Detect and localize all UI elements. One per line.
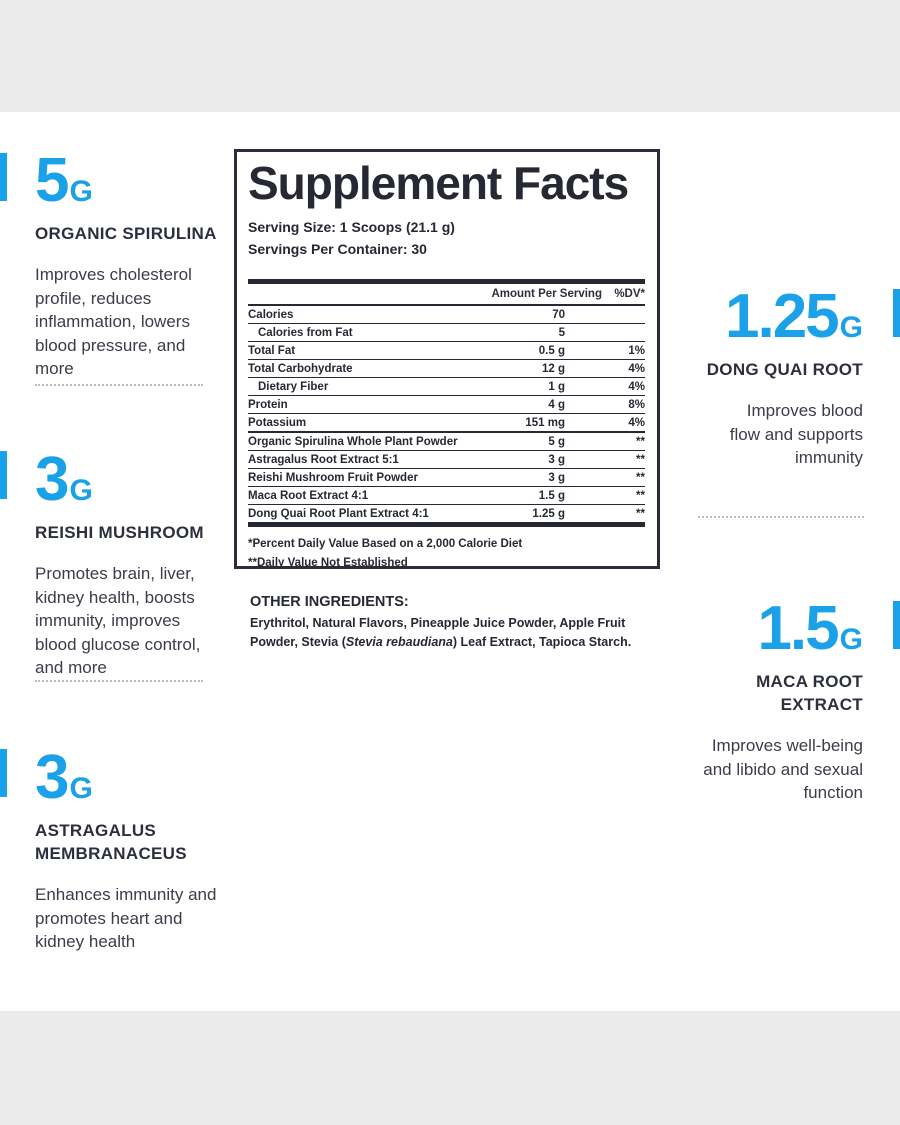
facts-row-amount: 5 bbox=[558, 326, 565, 339]
nutrient-rows bbox=[248, 306, 645, 433]
facts-row bbox=[248, 487, 645, 505]
facts-row-amount: 1.25 g bbox=[532, 507, 565, 520]
servings-per-container: Servings Per Container: 30 bbox=[248, 241, 427, 257]
benefit-astragalus bbox=[35, 743, 225, 954]
accent-bar bbox=[0, 153, 7, 201]
benefit-description: Improves cholesterol profile, reduces inflammation, lowers blood pressure, and more bbox=[35, 265, 192, 378]
facts-row bbox=[248, 469, 645, 487]
benefit-description: Promotes brain, liver, kidney health, boosts immunity, improves blood glucose control, and more bbox=[35, 564, 201, 677]
serving-info bbox=[248, 216, 645, 260]
facts-row-amount: 5 g bbox=[548, 435, 565, 448]
facts-row bbox=[248, 396, 645, 414]
facts-row bbox=[248, 324, 645, 342]
facts-row-dv: 4% bbox=[628, 362, 645, 375]
facts-row bbox=[248, 433, 645, 451]
facts-row-dv: ** bbox=[636, 507, 645, 520]
facts-row-name: Reishi Mushroom Fruit Powder bbox=[248, 471, 418, 484]
facts-row-dv: 1% bbox=[628, 344, 645, 357]
facts-row bbox=[248, 342, 645, 360]
other-ingredients-text: Erythritol, Natural Flavors, Pineapple Juice Powder, Apple Fruit Powder, Stevia (Stevia rebaudiana) Leaf Extract, Tapioca Starch. bbox=[250, 616, 632, 649]
supplement-facts-label bbox=[234, 149, 660, 569]
facts-row bbox=[248, 378, 645, 396]
facts-row bbox=[248, 414, 645, 433]
facts-row-name: Organic Spirulina Whole Plant Powder bbox=[248, 435, 458, 448]
facts-row-name: Total Carbohydrate bbox=[248, 362, 353, 375]
accent-bar bbox=[893, 601, 900, 649]
other-ingredients-heading: OTHER INGREDIENTS: bbox=[250, 594, 409, 610]
benefit-amount: 1.5G bbox=[757, 594, 863, 663]
benefit-name: ASTRAGALUS MEMBRANACEUS bbox=[35, 821, 187, 863]
facts-row-name: Total Fat bbox=[248, 344, 296, 357]
facts-row-name: Dong Quai Root Plant Extract 4:1 bbox=[248, 507, 429, 520]
benefit-description: Improves blood flow and supports immunity bbox=[729, 401, 863, 467]
facts-row-amount: 0.5 g bbox=[538, 344, 565, 357]
benefit-dong-quai-root bbox=[663, 282, 863, 470]
footnote-dv: *Percent Daily Value Based on a 2,000 Calorie Diet bbox=[248, 538, 523, 550]
ingredient-rows bbox=[248, 433, 645, 522]
facts-row-name: Protein bbox=[248, 398, 288, 411]
facts-row-amount: 3 g bbox=[548, 471, 565, 484]
benefit-name: DONG QUAI ROOT bbox=[706, 360, 863, 379]
benefit-amount: 1.25G bbox=[724, 282, 863, 351]
footnote-not-established: **Daily Value Not Established bbox=[248, 557, 408, 569]
facts-row-dv: ** bbox=[636, 453, 645, 466]
facts-row-amount: 70 bbox=[552, 308, 565, 321]
footnotes bbox=[248, 535, 645, 573]
benefit-amount: 3G bbox=[35, 445, 93, 514]
benefit-amount: 5G bbox=[35, 146, 93, 215]
facts-row bbox=[248, 360, 645, 378]
facts-row-name: Astragalus Root Extract 5:1 bbox=[248, 453, 399, 466]
facts-row-amount: 4 g bbox=[548, 398, 565, 411]
accent-bar bbox=[893, 289, 900, 337]
benefit-name: MACA ROOT EXTRACT bbox=[756, 672, 863, 714]
benefit-maca-root bbox=[663, 594, 863, 805]
facts-row-amount: 1 g bbox=[548, 380, 565, 393]
benefit-reishi-mushroom bbox=[35, 445, 225, 680]
facts-row-dv: ** bbox=[636, 471, 645, 484]
benefit-name: REISHI MUSHROOM bbox=[35, 523, 204, 542]
facts-row-name: Potassium bbox=[248, 416, 307, 429]
facts-row-dv: ** bbox=[636, 489, 645, 502]
facts-row-amount: 3 g bbox=[548, 453, 565, 466]
facts-row-amount: 1.5 g bbox=[538, 489, 565, 502]
divider bbox=[35, 680, 203, 682]
facts-row-name: Maca Root Extract 4:1 bbox=[248, 489, 369, 502]
facts-row bbox=[248, 306, 645, 324]
facts-row-name: Calories from Fat bbox=[258, 326, 353, 339]
benefit-organic-spirulina bbox=[35, 146, 225, 381]
facts-row-dv: 4% bbox=[628, 416, 645, 429]
dv-header: %DV* bbox=[614, 288, 645, 300]
facts-row-amount: 151 mg bbox=[525, 416, 565, 429]
accent-bar bbox=[0, 451, 7, 499]
divider bbox=[35, 384, 203, 386]
serving-size: Serving Size: 1 Scoops (21.1 g) bbox=[248, 219, 455, 235]
facts-row-amount: 12 g bbox=[541, 362, 565, 375]
benefit-description: Enhances immunity and promotes heart and kidney health bbox=[35, 885, 217, 951]
divider bbox=[698, 516, 864, 518]
accent-bar bbox=[0, 749, 7, 797]
facts-title: Supplement Facts bbox=[248, 157, 629, 209]
facts-row-name: Calories bbox=[248, 308, 294, 321]
facts-row bbox=[248, 451, 645, 469]
facts-row-dv: ** bbox=[636, 435, 645, 448]
thick-rule bbox=[248, 522, 645, 527]
benefit-name: ORGANIC SPIRULINA bbox=[35, 224, 217, 243]
facts-row-dv: 8% bbox=[628, 398, 645, 411]
benefit-amount: 3G bbox=[35, 743, 93, 812]
other-ingredients bbox=[250, 594, 670, 652]
benefit-description: Improves well-being and libido and sexual function bbox=[703, 736, 863, 802]
facts-row bbox=[248, 505, 645, 522]
facts-header-row bbox=[248, 284, 645, 304]
facts-row-dv: 4% bbox=[628, 380, 645, 393]
facts-row-name: Dietary Fiber bbox=[258, 380, 329, 393]
amount-per-serving-header: Amount Per Serving bbox=[491, 288, 602, 300]
